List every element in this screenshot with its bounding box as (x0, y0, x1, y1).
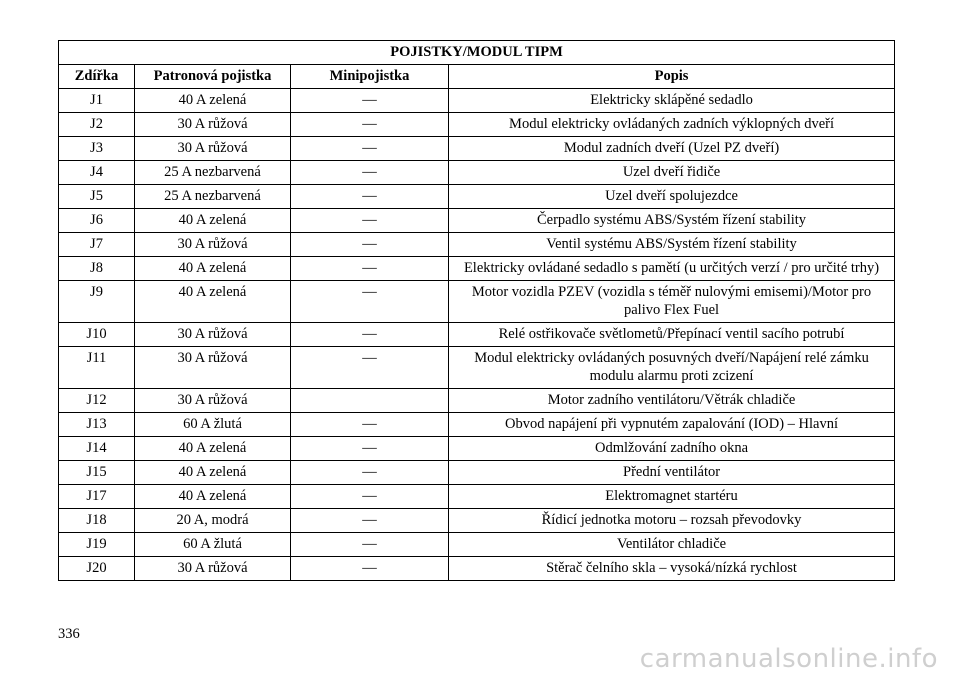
table-row (59, 347, 895, 389)
watermark: carmanualsonline.info (639, 644, 938, 674)
column-header-description: Popis (449, 65, 895, 89)
cell-cartridge-fuse: 60 A žlutá (135, 413, 291, 437)
cell-mini-fuse: — (291, 185, 449, 209)
table-row (59, 437, 895, 461)
cell-cavity: J5 (59, 185, 135, 209)
cell-cartridge-fuse: 25 A nezbarvená (135, 161, 291, 185)
cell-mini-fuse: — (291, 461, 449, 485)
cell-description: Přední ventilátor (449, 461, 895, 485)
cell-mini-fuse: — (291, 137, 449, 161)
table-row (59, 323, 895, 347)
cell-description: Uzel dveří řidiče (449, 161, 895, 185)
cell-cartridge-fuse: 40 A zelená (135, 485, 291, 509)
page-number: 336 (58, 626, 80, 642)
cell-cartridge-fuse: 30 A růžová (135, 113, 291, 137)
cell-description: Odmlžování zadního okna (449, 437, 895, 461)
cell-cartridge-fuse: 30 A růžová (135, 137, 291, 161)
table-row (59, 509, 895, 533)
table-row (59, 281, 895, 323)
cell-mini-fuse: — (291, 113, 449, 137)
cell-cartridge-fuse: 30 A růžová (135, 323, 291, 347)
fuse-table (58, 40, 895, 581)
table-title: POJISTKY/MODUL TIPM (59, 41, 895, 65)
table-title-row (59, 41, 895, 65)
cell-cavity: J13 (59, 413, 135, 437)
cell-description: Relé ostřikovače světlometů/Přepínací ventil sacího potrubí (449, 323, 895, 347)
cell-description: Obvod napájení při vypnutém zapalování (IOD) – Hlavní (449, 413, 895, 437)
cell-cavity: J17 (59, 485, 135, 509)
cell-description: Modul zadních dveří (Uzel PZ dveří) (449, 137, 895, 161)
table-row (59, 161, 895, 185)
cell-cavity: J4 (59, 161, 135, 185)
cell-cavity: J2 (59, 113, 135, 137)
cell-cavity: J18 (59, 509, 135, 533)
cell-cartridge-fuse: 40 A zelená (135, 281, 291, 323)
cell-cartridge-fuse: 30 A růžová (135, 557, 291, 581)
cell-cartridge-fuse: 30 A růžová (135, 389, 291, 413)
cell-cavity: J12 (59, 389, 135, 413)
cell-cartridge-fuse: 40 A zelená (135, 437, 291, 461)
cell-cartridge-fuse: 40 A zelená (135, 89, 291, 113)
table-row (59, 557, 895, 581)
table-row (59, 485, 895, 509)
cell-mini-fuse: — (291, 509, 449, 533)
cell-mini-fuse: — (291, 89, 449, 113)
cell-mini-fuse: — (291, 209, 449, 233)
table-row (59, 113, 895, 137)
cell-mini-fuse: — (291, 161, 449, 185)
cell-description: Elektromagnet startéru (449, 485, 895, 509)
cell-cavity: J3 (59, 137, 135, 161)
cell-cavity: J19 (59, 533, 135, 557)
table-row (59, 185, 895, 209)
column-header-cartridge-fuse: Patronová pojistka (135, 65, 291, 89)
cell-description: Motor zadního ventilátoru/Větrák chladiče (449, 389, 895, 413)
cell-cavity: J14 (59, 437, 135, 461)
cell-cavity: J10 (59, 323, 135, 347)
cell-description: Uzel dveří spolujezdce (449, 185, 895, 209)
cell-mini-fuse: — (291, 437, 449, 461)
cell-cartridge-fuse: 30 A růžová (135, 233, 291, 257)
table-row (59, 533, 895, 557)
table-row (59, 233, 895, 257)
cell-cavity: J11 (59, 347, 135, 389)
cell-description: Modul elektricky ovládaných posuvných dveří/Napájení relé zámku modulu alarmu proti zcizení (449, 347, 895, 389)
cell-mini-fuse: — (291, 323, 449, 347)
table-row (59, 461, 895, 485)
table-row (59, 389, 895, 413)
cell-description: Modul elektricky ovládaných zadních výklopných dveří (449, 113, 895, 137)
cell-description: Elektricky sklápěné sedadlo (449, 89, 895, 113)
table-row (59, 413, 895, 437)
cell-cavity: J1 (59, 89, 135, 113)
cell-cartridge-fuse: 25 A nezbarvená (135, 185, 291, 209)
cell-mini-fuse: — (291, 257, 449, 281)
cell-cavity: J7 (59, 233, 135, 257)
cell-mini-fuse: — (291, 281, 449, 323)
cell-cavity: J9 (59, 281, 135, 323)
cell-description: Řídicí jednotka motoru – rozsah převodovky (449, 509, 895, 533)
cell-description: Stěrač čelního skla – vysoká/nízká rychlost (449, 557, 895, 581)
table-row (59, 89, 895, 113)
cell-description: Elektricky ovládané sedadlo s pamětí (u určitých verzí / pro určité trhy) (449, 257, 895, 281)
cell-mini-fuse: — (291, 347, 449, 389)
cell-cartridge-fuse: 40 A zelená (135, 257, 291, 281)
cell-mini-fuse (291, 389, 449, 413)
column-header-mini-fuse: Minipojistka (291, 65, 449, 89)
cell-mini-fuse: — (291, 557, 449, 581)
table-header-row (59, 65, 895, 89)
cell-description: Motor vozidla PZEV (vozidla s téměř nulovými emisemi)/Motor pro palivo Flex Fuel (449, 281, 895, 323)
cell-description: Ventilátor chladiče (449, 533, 895, 557)
cell-mini-fuse: — (291, 533, 449, 557)
cell-cavity: J6 (59, 209, 135, 233)
cell-mini-fuse: — (291, 233, 449, 257)
cell-cartridge-fuse: 60 A žlutá (135, 533, 291, 557)
cell-mini-fuse: — (291, 413, 449, 437)
cell-cavity: J15 (59, 461, 135, 485)
cell-cartridge-fuse: 30 A růžová (135, 347, 291, 389)
cell-cartridge-fuse: 20 A, modrá (135, 509, 291, 533)
table-row (59, 209, 895, 233)
table-body (59, 89, 895, 581)
cell-description: Čerpadlo systému ABS/Systém řízení stability (449, 209, 895, 233)
cell-description: Ventil systému ABS/Systém řízení stability (449, 233, 895, 257)
table-head (59, 41, 895, 89)
cell-cartridge-fuse: 40 A zelená (135, 461, 291, 485)
cell-cavity: J8 (59, 257, 135, 281)
table-row (59, 137, 895, 161)
cell-cartridge-fuse: 40 A zelená (135, 209, 291, 233)
table-row (59, 257, 895, 281)
column-header-cavity: Zdířka (59, 65, 135, 89)
cell-cavity: J20 (59, 557, 135, 581)
cell-mini-fuse: — (291, 485, 449, 509)
